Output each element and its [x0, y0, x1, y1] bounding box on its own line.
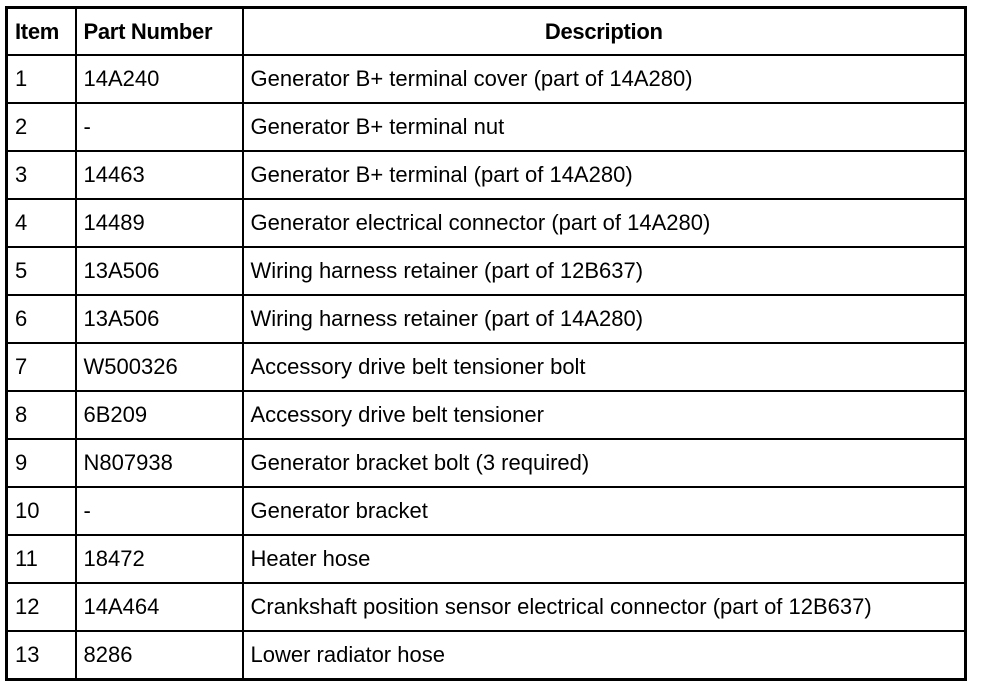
description-cell: Generator bracket bolt (3 required) [243, 439, 966, 487]
table-row [7, 247, 966, 295]
description-cell: Generator electrical connector (part of 14A280) [243, 199, 966, 247]
item-cell: 2 [7, 103, 76, 151]
description-cell: Generator B+ terminal nut [243, 103, 966, 151]
table-row [7, 631, 966, 680]
parts-table [5, 6, 967, 681]
item-cell: 11 [7, 535, 76, 583]
item-cell: 3 [7, 151, 76, 199]
part-number-cell: 6B209 [76, 391, 243, 439]
part-number-cell: 13A506 [76, 247, 243, 295]
table-row [7, 583, 966, 631]
description-cell: Generator B+ terminal (part of 14A280) [243, 151, 966, 199]
item-cell: 7 [7, 343, 76, 391]
table-row [7, 343, 966, 391]
part-number-cell: 14463 [76, 151, 243, 199]
table-row [7, 535, 966, 583]
part-number-cell: 14A464 [76, 583, 243, 631]
table-row [7, 199, 966, 247]
table-row [7, 103, 966, 151]
item-cell: 4 [7, 199, 76, 247]
part-number-cell: N807938 [76, 439, 243, 487]
table-row [7, 487, 966, 535]
item-cell: 13 [7, 631, 76, 680]
part-number-cell: - [76, 103, 243, 151]
column-header-description: Description [243, 8, 966, 56]
header-row [7, 8, 966, 56]
item-cell: 10 [7, 487, 76, 535]
table-row [7, 439, 966, 487]
description-cell: Lower radiator hose [243, 631, 966, 680]
description-cell: Generator B+ terminal cover (part of 14A280) [243, 55, 966, 103]
description-cell: Heater hose [243, 535, 966, 583]
part-number-cell: 14A240 [76, 55, 243, 103]
part-number-cell: 18472 [76, 535, 243, 583]
part-number-cell: W500326 [76, 343, 243, 391]
item-cell: 9 [7, 439, 76, 487]
table-row [7, 295, 966, 343]
item-cell: 5 [7, 247, 76, 295]
part-number-cell: 13A506 [76, 295, 243, 343]
description-cell: Generator bracket [243, 487, 966, 535]
description-cell: Crankshaft position sensor electrical connector (part of 12B637) [243, 583, 966, 631]
item-cell: 6 [7, 295, 76, 343]
table-row [7, 391, 966, 439]
column-header-item: Item [7, 8, 76, 56]
part-number-cell: - [76, 487, 243, 535]
item-cell: 12 [7, 583, 76, 631]
description-cell: Accessory drive belt tensioner bolt [243, 343, 966, 391]
description-cell: Accessory drive belt tensioner [243, 391, 966, 439]
table-row [7, 151, 966, 199]
item-cell: 1 [7, 55, 76, 103]
table-row [7, 55, 966, 103]
description-cell: Wiring harness retainer (part of 12B637) [243, 247, 966, 295]
column-header-part-number: Part Number [76, 8, 243, 56]
part-number-cell: 8286 [76, 631, 243, 680]
description-cell: Wiring harness retainer (part of 14A280) [243, 295, 966, 343]
part-number-cell: 14489 [76, 199, 243, 247]
item-cell: 8 [7, 391, 76, 439]
